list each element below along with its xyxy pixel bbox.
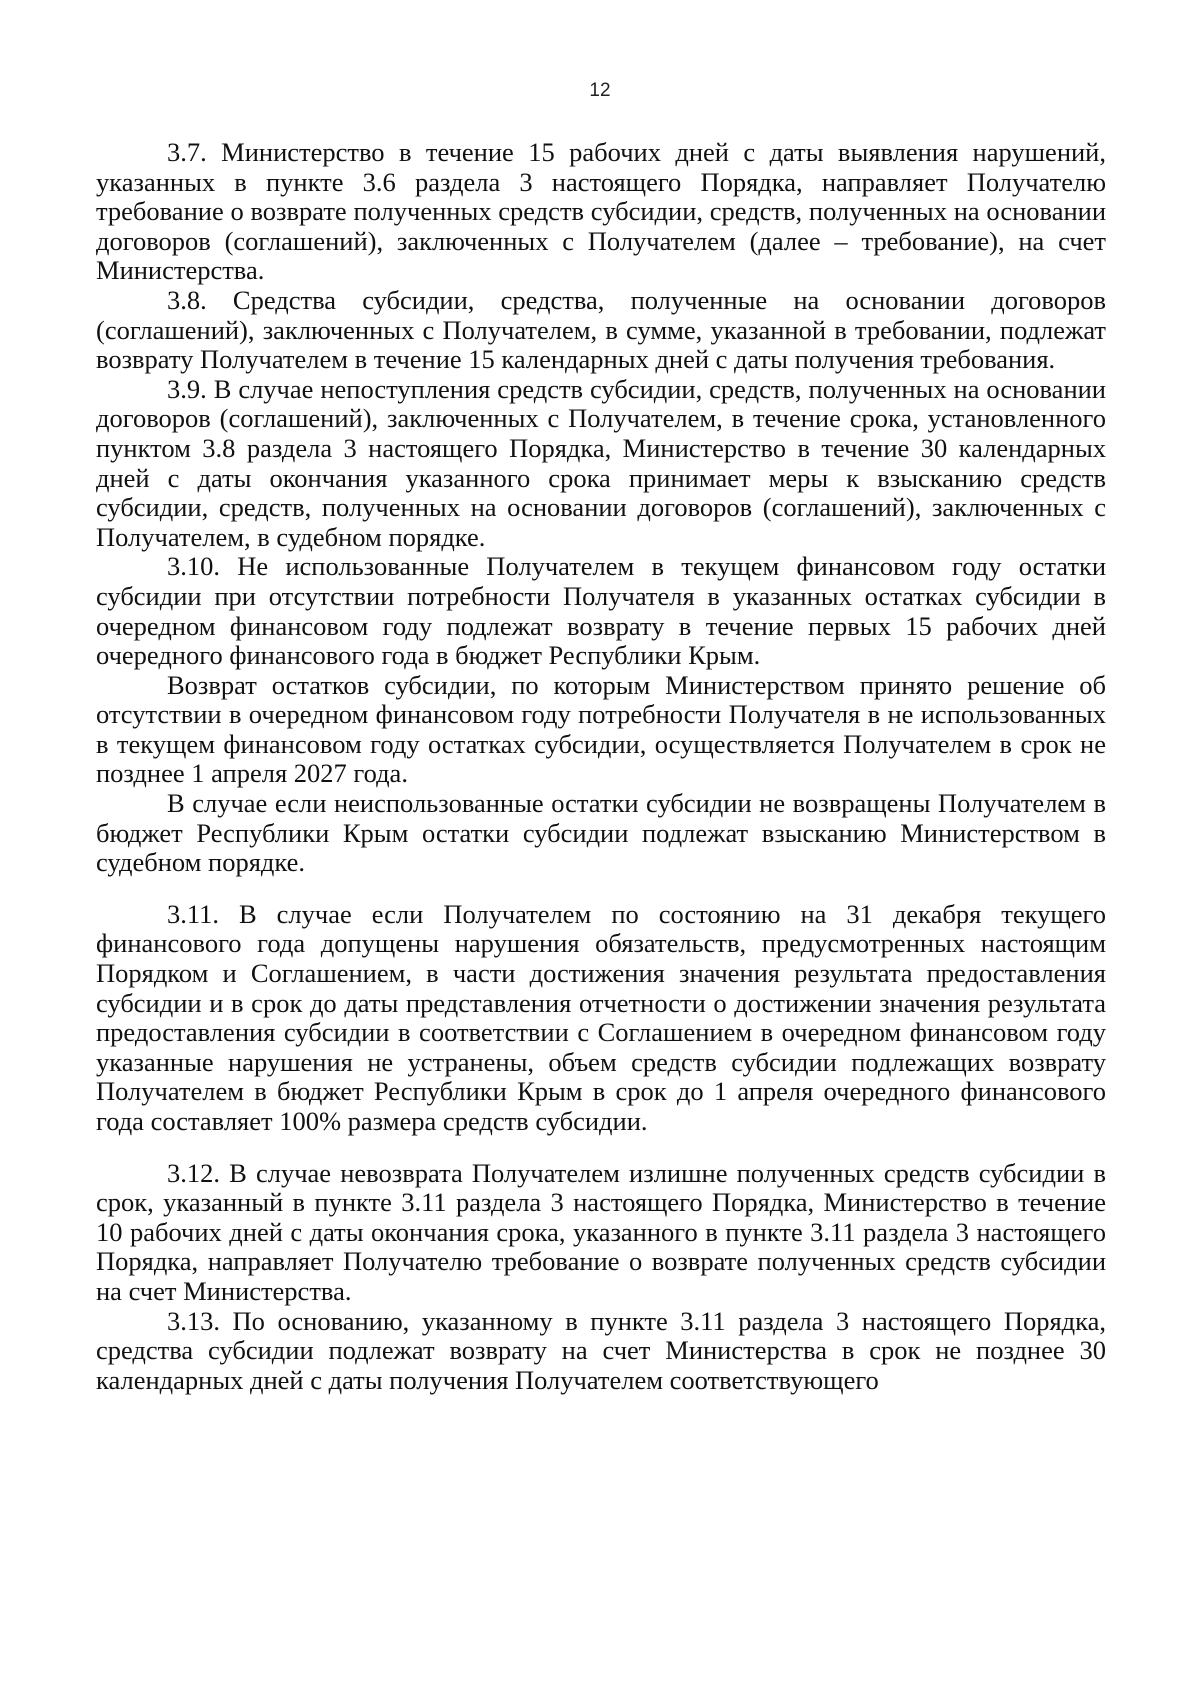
paragraph-3-8: 3.8. Средства субсидии, средства, полученные на основании договоров (соглашений), заключенных с Получателем, в сумме, указанной в требовании, подлежат возврату Получателем в течение 15 календарных дней с даты получения требования. [96,284,1106,375]
paragraph-3-11: 3.11. В случае если Получателем по состоянию на 31 декабря текущего финансового года допущены нарушения обязательств, предусмотренных настоящим Порядком и Соглашением, в части достижения значения результата предоставления субсидии и в срок до даты представления отчетности о достижении значения результата предоставления субсидии в соответствии с Соглашением в очередном финансовом году указанные нарушения не устранены, объем средств субсидии подлежащих возврату Получателем в бюджет Республики Крым в срок до 1 апреля очередного финансового года составляет 100% размера средств субсидии. [96,898,1106,1136]
page-number: 12 [589,80,611,101]
paragraph-3-10-recovery: В случае если неиспользованные остатки субсидии не возвращены Получателем в бюджет Республики Крым остатки субсидии подлежат взысканию Министерством в судебном порядке. [96,788,1106,878]
paragraph-3-13: 3.13. По основанию, указанному в пункте 3.11 раздела 3 настоящего Порядка, средства субсидии подлежат возврату на счет Министерства в срок не позднее 30 календарных дней с даты получения Получателем соответствующего [96,1305,1106,1395]
document-body [96,138,1106,1395]
paragraph-3-7: 3.7. Министерство в течение 15 рабочих дней с даты выявления нарушений, указанных в пункте 3.6 раздела 3 настоящего Порядка, направляет Получателю требование о возврате полученных средств субсидии, средств, полученных на основании договоров (соглашений), заключенных с Получателем (далее – требование), на счет Министерства. [96,137,1106,286]
paragraph-3-9: 3.9. В случае непоступления средств субсидии, средств, полученных на основании договоров (соглашений), заключенных с Получателем, в течение срока, установленного пунктом 3.8 раздела 3 настоящего Порядка, Министерство в течение 30 календарных дней с даты окончания указанного срока принимает меры к взысканию средств субсидии, средств, полученных на основании договоров (соглашений), заключенных с Получателем, в судебном порядке. [96,373,1106,552]
paragraph-3-10-return: Возврат остатков субсидии, по которым Министерством принято решение об отсутствии в очередном финансовом году потребности Получателя в не использованных в текущем финансовом году остатках субсидии, осуществляется Получателем в срок не позднее 1 апреля 2027 года. [96,669,1106,789]
paragraph-3-12: 3.12. В случае невозврата Получателем излишне полученных средств субсидии в срок, указанный в пункте 3.11 раздела 3 настоящего Порядка, Министерство в течение 10 рабочих дней с даты окончания срока, указанного в пункте 3.11 раздела 3 настоящего Порядка, направляет Получателю требование о возврате полученных средств субсидии на счет Министерства. [96,1157,1106,1306]
paragraph-3-10: 3.10. Не использованные Получателем в текущем финансовом году остатки субсидии при отсутствии потребности Получателя в указанных остатках субсидии в очередном финансовом году подлежат возврату в течение первых 15 рабочих дней очередного финансового года в бюджет Республики Крым. [96,551,1106,671]
